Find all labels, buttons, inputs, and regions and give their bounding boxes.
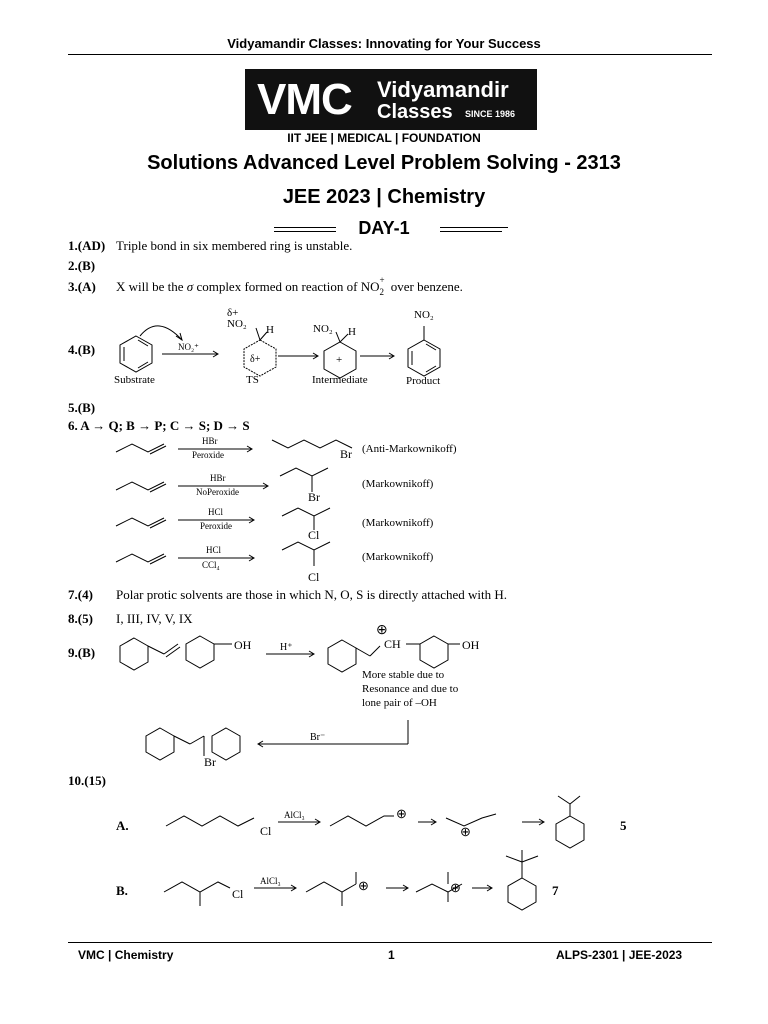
page-title: Solutions Advanced Level Problem Solving - 2313 — [147, 152, 621, 174]
logo-mark: VMC — [257, 75, 352, 124]
footer-left: VMC | Chemistry — [78, 948, 174, 962]
svg-text:Br: Br — [204, 755, 216, 769]
svg-text:⊕: ⊕ — [376, 623, 388, 638]
q8-label: 8.(5) — [68, 611, 93, 626]
product-ring — [408, 340, 440, 376]
svg-text:(Anti-Markownikoff): (Anti-Markownikoff) — [362, 443, 457, 455]
svg-text:AlCl₃: AlCl₃ — [284, 810, 305, 820]
q6-label: 6. A → Q; B → P; C → S; D → S — [68, 418, 250, 433]
svg-text:(Markownikoff): (Markownikoff) — [362, 478, 434, 490]
svg-text:Intermediate: Intermediate — [312, 374, 368, 386]
vmc-logo — [245, 69, 537, 130]
svg-text:⊕: ⊕ — [396, 806, 407, 821]
svg-text:Cl: Cl — [232, 887, 244, 901]
svg-text:⊕: ⊕ — [358, 878, 369, 893]
q10-b-label: B. — [116, 883, 128, 898]
q9-mechanism — [108, 622, 508, 772]
q5-label: 5.(B) — [68, 400, 96, 415]
q6-reactions — [110, 432, 490, 587]
svg-text:Peroxide: Peroxide — [200, 521, 232, 531]
q3-text: X will be the σ complex formed on reaction of NO + 2 over benzene. — [116, 275, 463, 297]
svg-text:⊕: ⊕ — [450, 880, 461, 895]
svg-text:Substrate: Substrate — [114, 374, 155, 386]
svg-text:Peroxide: Peroxide — [192, 450, 224, 460]
svg-text:TS: TS — [246, 374, 259, 386]
q10-label: 10.(15) — [68, 773, 106, 788]
q8-text: I, III, IV, V, IX — [116, 611, 193, 626]
svg-text:δ+: δ+ — [250, 354, 261, 365]
q7-label: 7.(4) — [68, 587, 93, 602]
svg-text:(Markownikoff): (Markownikoff) — [362, 551, 434, 563]
svg-text:CH: CH — [384, 637, 401, 651]
svg-text:⊕: ⊕ — [460, 824, 471, 839]
svg-text:HBr: HBr — [210, 473, 226, 483]
footer-right: ALPS-2301 | JEE-2023 — [556, 948, 683, 962]
q4-mechanism — [100, 300, 460, 395]
svg-text:NO₂: NO₂ — [313, 323, 333, 335]
svg-text:H: H — [266, 324, 274, 336]
svg-text:HBr: HBr — [202, 436, 218, 446]
logo-tagline: IIT JEE | MEDICAL | FOUNDATION — [287, 131, 481, 145]
svg-text:+: + — [336, 354, 343, 366]
q9-label: 9.(B) — [68, 645, 96, 660]
svg-text:Br⁻: Br⁻ — [310, 732, 326, 743]
svg-text:Product: Product — [406, 375, 441, 387]
page-subtitle: JEE 2023 | Chemistry — [282, 186, 486, 208]
q7-text: Polar protic solvents are those in which N, O, S is directly attached with H. — [116, 587, 508, 602]
svg-text:HCl: HCl — [208, 507, 224, 517]
q1-text: Triple bond in six membered ring is unstable. — [116, 238, 353, 253]
svg-text:Cl: Cl — [308, 570, 320, 584]
svg-text:Cl: Cl — [260, 824, 272, 838]
page-number: 1 — [388, 948, 395, 962]
q10-b-count: 7 — [552, 883, 559, 898]
svg-text:Br: Br — [308, 490, 320, 504]
svg-text:OH: OH — [234, 638, 252, 652]
q4-label: 4.(B) — [68, 342, 96, 357]
svg-text:NoPeroxide: NoPeroxide — [196, 487, 239, 497]
svg-text:δ+: δ+ — [227, 307, 239, 319]
svg-text:CCl₄: CCl₄ — [202, 560, 220, 570]
logo-name-line2: Classes — [377, 101, 453, 123]
svg-text:Br: Br — [340, 447, 352, 461]
q1-label: 1.(AD) — [68, 238, 106, 253]
logo-name-line1: Vidyamandir — [377, 77, 509, 102]
q10-b-scheme — [160, 848, 560, 928]
svg-text:HCl: HCl — [206, 545, 222, 555]
substrate-ring — [120, 336, 152, 372]
svg-text:H⁺: H⁺ — [280, 642, 293, 653]
svg-text:NO₂: NO₂ — [227, 318, 247, 330]
header-rule — [68, 54, 712, 55]
footer-rule — [68, 942, 712, 943]
svg-text:H: H — [348, 326, 356, 338]
svg-text:NO₂⁺: NO₂⁺ — [178, 342, 199, 352]
svg-text:More stable due to: More stable due to — [362, 669, 445, 681]
logo-since: SINCE 1986 — [465, 109, 516, 119]
svg-text:(Markownikoff): (Markownikoff) — [362, 517, 434, 529]
day-heading: DAY-1 — [358, 218, 410, 238]
q2-label: 2.(B) — [68, 258, 96, 273]
svg-text:Resonance and due to: Resonance and due to — [362, 683, 459, 695]
q10-a-count: 5 — [620, 818, 627, 833]
svg-text:NO₂: NO₂ — [414, 309, 434, 321]
svg-text:OH: OH — [462, 638, 480, 652]
q10-a-label: A. — [116, 818, 129, 833]
svg-text:lone pair of –OH: lone pair of –OH — [362, 697, 437, 709]
svg-text:Cl: Cl — [308, 528, 320, 542]
q3-label: 3.(A) — [68, 279, 96, 294]
running-header: Vidyamandir Classes: Innovating for Your Success — [227, 36, 541, 51]
svg-text:AlCl₃: AlCl₃ — [260, 876, 281, 886]
